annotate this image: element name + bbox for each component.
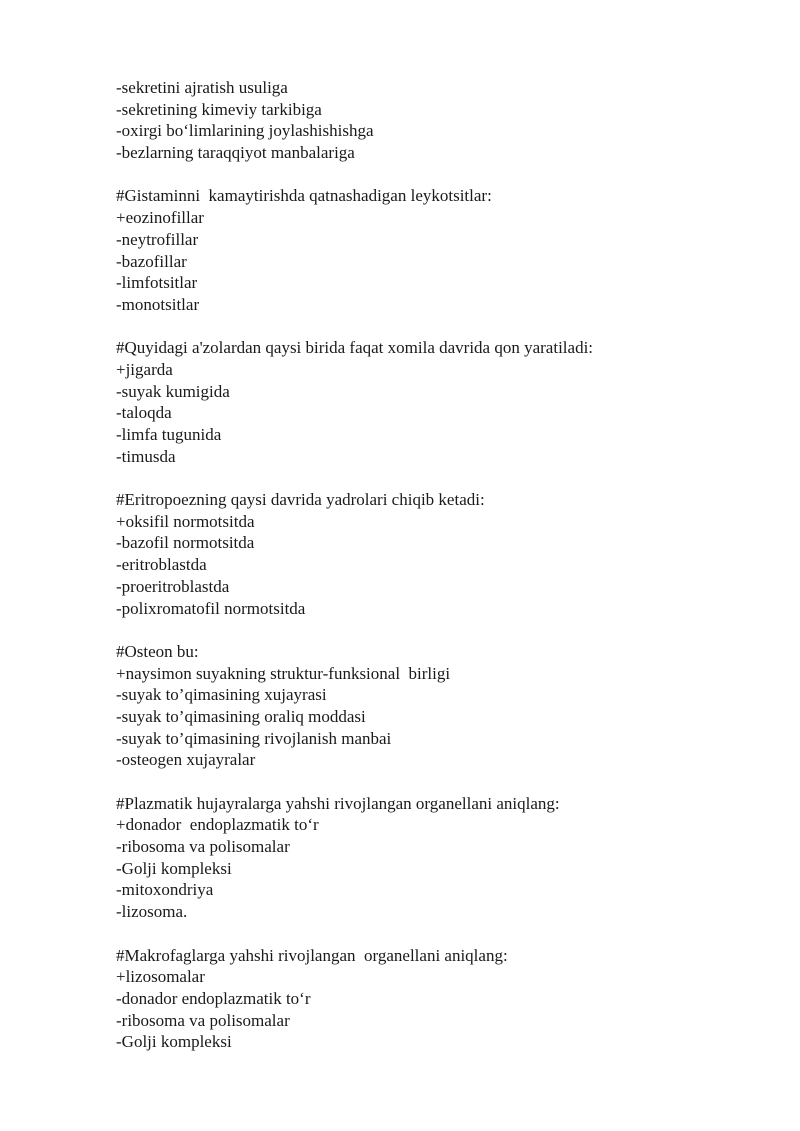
question-block — [116, 793, 756, 923]
block-gap — [116, 164, 756, 186]
answer-option: -lizosoma. — [116, 902, 188, 922]
answer-option: -bezlarning taraqqiyot manbalariga — [116, 143, 355, 163]
answer-option: -suyak to’qimasining oraliq moddasi — [116, 706, 366, 726]
answer-option: -oxirgi bo‘limlarining joylashishishga — [116, 121, 374, 141]
answer-option: +eozinofillar — [116, 208, 204, 228]
answer-option: -sekretining kimeviy tarkibiga — [116, 99, 322, 119]
question-text: #Eritropoezning qaysi davrida yadrolari chiqib ketadi: — [116, 490, 485, 510]
block-gap — [116, 619, 756, 641]
question-text: #Quyidagi a'zolardan qaysi birida faqat xomila davrida qon yaratiladi: — [116, 338, 594, 358]
question-text: #Gistaminni kamaytirishda qatnashadigan leykotsitlar: — [116, 186, 492, 206]
answer-option: -monotsitlar — [116, 294, 200, 314]
answer-option: +jigarda — [116, 359, 173, 379]
answer-option: -suyak to’qimasining xujayrasi — [116, 685, 327, 705]
question-text: #Osteon bu: — [116, 641, 199, 661]
answer-option: -limfa tugunida — [116, 425, 222, 444]
answer-option: -donador endoplazmatik to‘r — [116, 988, 311, 1008]
answer-option: -eritroblastda — [116, 555, 207, 575]
answer-option: -Golji kompleksi — [116, 858, 232, 878]
continued-answer-list — [116, 77, 756, 164]
document-page — [116, 77, 756, 1053]
answer-option: -suyak kumigida — [116, 381, 230, 401]
question-text: #Plazmatik hujayralarga yahshi rivojlangan organellani aniqlang: — [116, 793, 560, 813]
answer-option: +donador endoplazmatik to‘r — [116, 815, 319, 835]
answer-option: -suyak to’qimasining rivojlanish manbai — [116, 728, 392, 748]
answer-option: -neytrofillar — [116, 229, 199, 249]
answer-option: -mitoxondriya — [116, 880, 214, 900]
question-block — [116, 945, 756, 1053]
question-block — [116, 489, 756, 619]
block-gap — [116, 771, 756, 793]
answer-option: -polixromatofil normotsitda — [116, 598, 306, 618]
answer-option: -taloqda — [116, 403, 172, 423]
answer-option: -Golji kompleksi — [116, 1032, 232, 1052]
answer-option: +oksifil normotsitda — [116, 511, 255, 531]
block-gap — [116, 316, 756, 338]
question-block — [116, 185, 756, 315]
answer-option: -limfotsitlar — [116, 273, 198, 293]
question-block — [116, 641, 756, 771]
answer-option: -sekretini ajratish usuliga — [116, 78, 288, 97]
answer-option: -timusda — [116, 446, 176, 466]
answer-option: -proeritroblastda — [116, 576, 230, 596]
answer-option: +naysimon suyakning struktur-funksional birligi — [116, 663, 451, 683]
answer-option: -ribosoma va polisomalar — [116, 837, 290, 857]
answer-option: -bazofillar — [116, 251, 187, 271]
block-gap — [116, 467, 756, 489]
block-gap — [116, 923, 756, 945]
answer-option: +lizosomalar — [116, 967, 205, 987]
answer-option: -osteogen xujayralar — [116, 750, 256, 770]
question-text: #Makrofaglarga yahshi rivojlangan organellani aniqlang: — [116, 945, 508, 965]
answer-option: -ribosoma va polisomalar — [116, 1010, 290, 1030]
answer-option: -bazofil normotsitda — [116, 533, 255, 553]
question-block — [116, 337, 756, 467]
